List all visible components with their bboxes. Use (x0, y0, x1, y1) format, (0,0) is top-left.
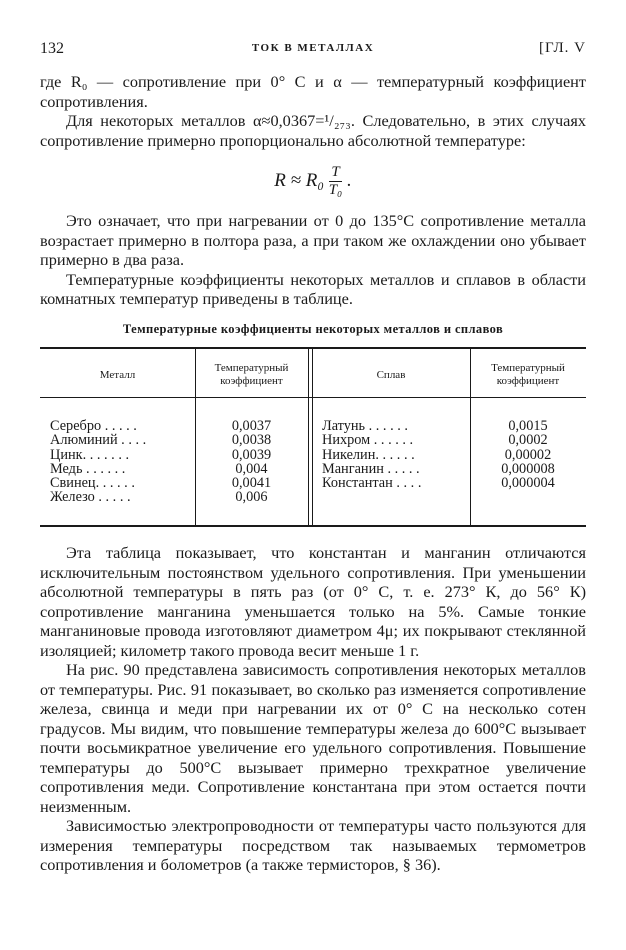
formula-fraction (329, 164, 343, 199)
running-header (40, 40, 586, 60)
table-cell: Железо . . . . . (50, 489, 131, 506)
table-cell: Медь . . . . . . (50, 460, 126, 477)
table-cell: Алюминий . . . . (50, 432, 147, 449)
table-cell: Латунь . . . . . . (322, 418, 408, 434)
table-cell: 0,0039 (231, 446, 272, 463)
table-header-rule (40, 397, 586, 398)
metal-coef-column (195, 419, 308, 505)
paragraph-7: Зависимостью электропроводности от температуры часто пользуются для измерения температуры посредством так называемых термометров сопротивления и болометров (а также термисторов, § 36). (40, 816, 586, 874)
table-cell: 0,00002 (504, 446, 552, 463)
paragraph-5: Эта таблица показывает, что константан и манганин отличаются исключительным постоянством удельного сопротивления. При уменьшении абсолютной температуры в пять раз (от 0° С, т. е. 273° К, до 56° К) сопротивление манганина уменьшается только на 5%. Самые тонкие манганиновые провода изготовляют диаметром 4μ; их покрывают стеклянной изоляцией; километр такого провода весит меньше 1 г. (40, 543, 586, 660)
paragraph-4: Температурные коэффициенты некоторых металлов и сплавов в области комнатных температур приведены в таблице. (40, 269, 586, 308)
table-cell: 0,0037 (231, 418, 272, 434)
page-number: 132 (40, 40, 64, 57)
table-cell: Константан . . . . (322, 475, 422, 492)
metal-names-column (50, 419, 190, 505)
header-metal: Металл (99, 368, 136, 381)
table-caption: Температурные коэффициенты некоторых металлов и сплавов (122, 322, 504, 336)
table-cell: Манганин . . . . . (322, 460, 420, 477)
table-cell: 0,006 (235, 489, 268, 506)
table-cell: Цинк. . . . . . . (50, 446, 130, 463)
formula-numerator: T (329, 164, 343, 182)
formula-lhs: R ≈ R₀ (274, 169, 324, 191)
header-coef-alloy: Температурный коэффициент (491, 362, 565, 387)
table-cell: 0,0002 (508, 432, 548, 449)
alloy-coef-column (470, 419, 586, 490)
table-cell: 0,004 (235, 460, 268, 477)
table-cell: 0,0015 (508, 418, 548, 434)
table-cell: Свинец. . . . . . (50, 475, 135, 492)
table-cell: 0,000004 (501, 475, 555, 492)
paragraph-3: Это означает, что при нагревании от 0 до 135°С сопротивление металла возрастает примерно в полтора раза, а при таком же охлаждении оно убывает примерно в два раза. (40, 211, 586, 269)
table-cell: Серебро . . . . . (50, 418, 137, 434)
coefficients-table (40, 347, 586, 527)
formula-tail: . (347, 169, 352, 191)
text-block-mid (40, 211, 586, 309)
table-cell: 0,0038 (231, 432, 272, 449)
header-alloy: Сплав (376, 368, 406, 381)
chapter-label: [ГЛ. V (538, 40, 586, 56)
paragraph-6: На рис. 90 представлена зависимость сопротивления некоторых металлов от температуры. Рис. 91 показывает, во сколько раз изменяется сопротивление железа, свинца и меди при нагревании их от 0° С на несколько сотен градусов. Мы видим, что повышение температуры железа до 600°С вызывает почти восьмикратное увеличение его удельного сопротивления. Повышение температуры до 500°С вызывает примерно трехкратное увеличение сопротивления меди. Сопротивление константана при этом остается почти неизменным. (40, 660, 586, 816)
table-cell: Никелин. . . . . . (322, 446, 415, 463)
text-block-bottom (40, 543, 586, 875)
formula-denominator: T₀ (328, 182, 343, 198)
text-block-top (40, 72, 586, 150)
table-cell: 0,0041 (231, 475, 272, 492)
running-title: ТОК В МЕТАЛЛАХ (251, 42, 375, 54)
header-coef-metal: Температурный коэффициент (214, 362, 289, 387)
formula (40, 164, 586, 204)
alloy-names-column (322, 419, 467, 490)
paragraph-1: где R₀ — сопротивление при 0° С и α — температурный коэффициент сопротивления. (40, 72, 586, 111)
paragraph-2: Для некоторых металлов α≈0,0367=¹/₂₇₃. Следовательно, в этих случаях сопротивление примерно пропорционально абсолютной температуре: (40, 111, 586, 150)
table-cell: 0,000008 (501, 460, 555, 477)
table-cell: Нихром . . . . . . (322, 432, 414, 449)
